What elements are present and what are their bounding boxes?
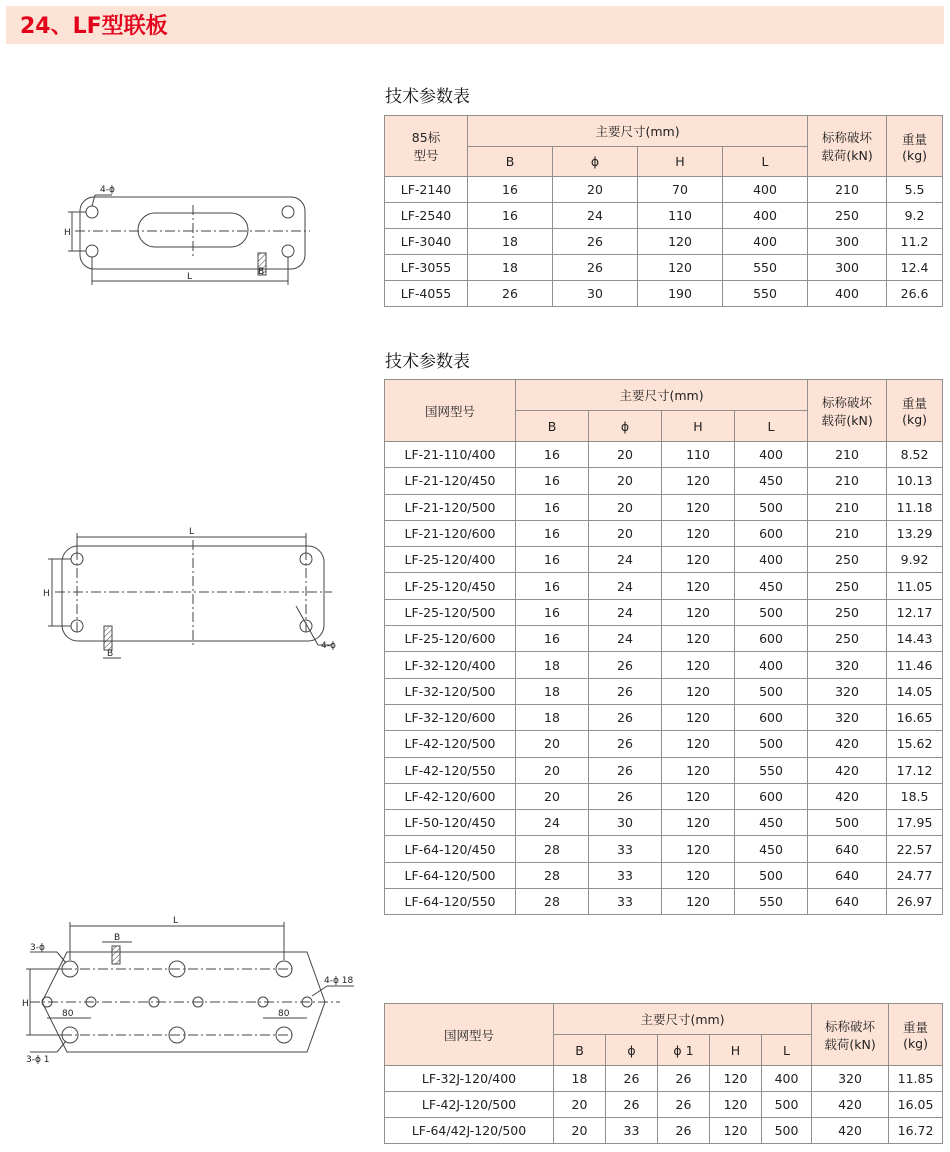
value-cell: 26 <box>658 1118 710 1144</box>
table-row <box>385 468 943 494</box>
value-cell: 20 <box>589 494 662 520</box>
table-row <box>385 836 943 862</box>
value-cell: 20 <box>589 520 662 546</box>
value-cell: 420 <box>808 783 887 809</box>
value-cell: 400 <box>762 1066 812 1092</box>
model-cell: LF-21-110/400 <box>385 442 516 468</box>
value-cell: 17.95 <box>887 810 943 836</box>
table-row <box>385 1066 943 1092</box>
model-cell: LF-25-120/500 <box>385 599 516 625</box>
l-label: L <box>189 527 195 537</box>
table-row <box>385 599 943 625</box>
value-cell: 33 <box>606 1118 658 1144</box>
model-cell: LF-25-120/400 <box>385 547 516 573</box>
table-row <box>385 862 943 888</box>
model-cell: LF-64/42J-120/500 <box>385 1118 554 1144</box>
dim-header-b: B <box>516 411 589 442</box>
weight-header: 重量 (kg) <box>887 116 943 177</box>
thickness-section <box>112 946 120 964</box>
value-cell: 110 <box>662 442 735 468</box>
value-cell: 20 <box>516 757 589 783</box>
value-cell: 120 <box>662 810 735 836</box>
dim-header-b: B <box>554 1035 606 1066</box>
value-cell: 13.29 <box>887 520 943 546</box>
dim-header-l: L <box>723 147 808 177</box>
model-cell: LF-21-120/500 <box>385 494 516 520</box>
value-cell: 16 <box>516 520 589 546</box>
value-cell: 30 <box>589 810 662 836</box>
dimensions-header: 主要尺寸(mm) <box>468 116 808 147</box>
value-cell: 16 <box>516 547 589 573</box>
value-cell: 400 <box>735 652 808 678</box>
model-cell: LF-42-120/600 <box>385 783 516 809</box>
value-cell: 18 <box>516 652 589 678</box>
model-cell: LF-32-120/400 <box>385 652 516 678</box>
value-cell: 600 <box>735 520 808 546</box>
table-row <box>385 731 943 757</box>
value-cell: 500 <box>762 1092 812 1118</box>
b-label: B <box>107 649 114 659</box>
value-cell: 28 <box>516 836 589 862</box>
model-cell: LF-2540 <box>385 203 468 229</box>
value-cell: 320 <box>812 1066 889 1092</box>
value-cell: 11.05 <box>887 573 943 599</box>
value-cell: 500 <box>735 599 808 625</box>
model-cell: LF-32-120/600 <box>385 704 516 730</box>
value-cell: 600 <box>735 704 808 730</box>
value-cell: 16 <box>468 177 553 203</box>
value-cell: 18 <box>468 255 553 281</box>
thickness-section <box>104 626 112 650</box>
value-cell: 26 <box>606 1092 658 1118</box>
b-label: B <box>258 267 265 277</box>
l-label: L <box>187 272 193 282</box>
table-row <box>385 177 943 203</box>
dim-header-phi1: ϕ 1 <box>658 1035 710 1066</box>
value-cell: 18 <box>516 704 589 730</box>
value-cell: 420 <box>808 731 887 757</box>
value-cell: 16.05 <box>889 1092 943 1118</box>
value-cell: 500 <box>735 678 808 704</box>
value-cell: 110 <box>638 203 723 229</box>
value-cell: 10.13 <box>887 468 943 494</box>
value-cell: 120 <box>638 255 723 281</box>
table2-title: 技术参数表 <box>385 352 470 372</box>
dim-header-h: H <box>710 1035 762 1066</box>
value-cell: 24 <box>553 203 638 229</box>
value-cell: 26 <box>589 652 662 678</box>
value-cell: 420 <box>812 1118 889 1144</box>
dim-header-b: B <box>468 147 553 177</box>
model-header: 国网型号 <box>385 380 516 442</box>
load-header: 标称破坏 载荷(kN) <box>808 116 887 177</box>
value-cell: 18 <box>554 1066 606 1092</box>
value-cell: 26 <box>553 255 638 281</box>
value-cell: 24 <box>589 573 662 599</box>
h-label: H <box>64 228 71 238</box>
value-cell: 24 <box>589 547 662 573</box>
model-cell: LF-42J-120/500 <box>385 1092 554 1118</box>
value-cell: 120 <box>662 836 735 862</box>
value-cell: 300 <box>808 255 887 281</box>
value-cell: 120 <box>710 1092 762 1118</box>
value-cell: 24 <box>516 810 589 836</box>
value-cell: 20 <box>554 1092 606 1118</box>
dim-header-h: H <box>638 147 723 177</box>
value-cell: 550 <box>723 255 808 281</box>
value-cell: 30 <box>553 281 638 307</box>
value-cell: 420 <box>808 757 887 783</box>
value-cell: 400 <box>735 547 808 573</box>
value-cell: 120 <box>662 704 735 730</box>
value-cell: 120 <box>662 783 735 809</box>
value-cell: 24 <box>589 626 662 652</box>
value-cell: 15.62 <box>887 731 943 757</box>
value-cell: 420 <box>812 1092 889 1118</box>
value-cell: 500 <box>808 810 887 836</box>
value-cell: 26.6 <box>887 281 943 307</box>
value-cell: 120 <box>662 520 735 546</box>
table-row <box>385 520 943 546</box>
value-cell: 400 <box>808 281 887 307</box>
value-cell: 250 <box>808 573 887 599</box>
value-cell: 18 <box>468 229 553 255</box>
load-header: 标称破坏 载荷(kN) <box>812 1004 889 1066</box>
value-cell: 26 <box>589 731 662 757</box>
model-cell: LF-4055 <box>385 281 468 307</box>
dimensions-header: 主要尺寸(mm) <box>516 380 808 411</box>
table-row <box>385 783 943 809</box>
value-cell: 9.92 <box>887 547 943 573</box>
value-cell: 24.77 <box>887 862 943 888</box>
table-row <box>385 889 943 915</box>
value-cell: 210 <box>808 468 887 494</box>
value-cell: 190 <box>638 281 723 307</box>
model-cell: LF-21-120/600 <box>385 520 516 546</box>
value-cell: 16.72 <box>889 1118 943 1144</box>
value-cell: 20 <box>589 442 662 468</box>
value-cell: 16 <box>516 494 589 520</box>
table-row <box>385 494 943 520</box>
phi-label: 3-ϕ <box>30 943 45 953</box>
model-cell: LF-32-120/500 <box>385 678 516 704</box>
value-cell: 16 <box>468 203 553 229</box>
table-row <box>385 810 943 836</box>
value-cell: 16 <box>516 599 589 625</box>
value-cell: 16 <box>516 573 589 599</box>
value-cell: 11.85 <box>889 1066 943 1092</box>
holes-label: 4-ϕ <box>100 185 115 195</box>
value-cell: 26 <box>468 281 553 307</box>
spec-table-85 <box>384 115 943 307</box>
model-cell: LF-32J-120/400 <box>385 1066 554 1092</box>
value-cell: 9.2 <box>887 203 943 229</box>
value-cell: 24 <box>589 599 662 625</box>
value-cell: 8.52 <box>887 442 943 468</box>
table-row <box>385 573 943 599</box>
value-cell: 120 <box>710 1066 762 1092</box>
holes-label: 4-ϕ 18 <box>324 976 354 986</box>
value-cell: 20 <box>553 177 638 203</box>
value-cell: 210 <box>808 494 887 520</box>
value-cell: 640 <box>808 889 887 915</box>
right-80-label: 80 <box>278 1009 290 1019</box>
weight-header: 重量 (kg) <box>887 380 943 442</box>
value-cell: 120 <box>662 652 735 678</box>
table-row <box>385 442 943 468</box>
bolt-hole <box>282 245 294 257</box>
value-cell: 500 <box>735 862 808 888</box>
model-cell: LF-50-120/450 <box>385 810 516 836</box>
value-cell: 500 <box>735 494 808 520</box>
table-row <box>385 255 943 281</box>
value-cell: 250 <box>808 626 887 652</box>
model-cell: LF-3040 <box>385 229 468 255</box>
phi1-label: 3-ϕ 1 <box>26 1055 50 1065</box>
value-cell: 18 <box>516 678 589 704</box>
value-cell: 320 <box>808 678 887 704</box>
value-cell: 120 <box>662 494 735 520</box>
value-cell: 28 <box>516 862 589 888</box>
value-cell: 600 <box>735 626 808 652</box>
value-cell: 250 <box>808 547 887 573</box>
value-cell: 20 <box>516 731 589 757</box>
value-cell: 250 <box>808 599 887 625</box>
bolt-hole <box>86 245 98 257</box>
value-cell: 120 <box>662 757 735 783</box>
value-cell: 20 <box>554 1118 606 1144</box>
value-cell: 16 <box>516 626 589 652</box>
value-cell: 550 <box>735 889 808 915</box>
value-cell: 450 <box>735 810 808 836</box>
bolt-hole <box>282 206 294 218</box>
value-cell: 33 <box>589 889 662 915</box>
value-cell: 70 <box>638 177 723 203</box>
dim-header-phi: ϕ <box>589 411 662 442</box>
drawing-lf-j <box>22 910 362 1070</box>
value-cell: 120 <box>662 731 735 757</box>
table-row <box>385 547 943 573</box>
value-cell: 120 <box>662 862 735 888</box>
value-cell: 26.97 <box>887 889 943 915</box>
table-row <box>385 1092 943 1118</box>
value-cell: 450 <box>735 573 808 599</box>
table-row <box>385 652 943 678</box>
drawing-lf-national <box>40 520 350 670</box>
table-row <box>385 203 943 229</box>
value-cell: 17.12 <box>887 757 943 783</box>
value-cell: 120 <box>662 468 735 494</box>
model-cell: LF-42-120/500 <box>385 731 516 757</box>
dim-header-phi: ϕ <box>553 147 638 177</box>
value-cell: 120 <box>710 1118 762 1144</box>
value-cell: 500 <box>762 1118 812 1144</box>
model-cell: LF-64-120/550 <box>385 889 516 915</box>
value-cell: 120 <box>662 599 735 625</box>
value-cell: 11.2 <box>887 229 943 255</box>
value-cell: 250 <box>808 203 887 229</box>
page-title: 24、LF型联板 <box>20 14 168 39</box>
b-label: B <box>114 933 121 943</box>
table-row <box>385 626 943 652</box>
value-cell: 550 <box>735 757 808 783</box>
model-cell: LF-25-120/600 <box>385 626 516 652</box>
model-cell: LF-3055 <box>385 255 468 281</box>
value-cell: 120 <box>662 547 735 573</box>
model-cell: LF-25-120/450 <box>385 573 516 599</box>
h-label: H <box>22 999 29 1009</box>
value-cell: 28 <box>516 889 589 915</box>
value-cell: 210 <box>808 520 887 546</box>
value-cell: 11.46 <box>887 652 943 678</box>
table-row <box>385 1118 943 1144</box>
table-row <box>385 229 943 255</box>
value-cell: 33 <box>589 862 662 888</box>
value-cell: 120 <box>662 678 735 704</box>
value-cell: 26 <box>589 757 662 783</box>
value-cell: 120 <box>662 626 735 652</box>
value-cell: 22.57 <box>887 836 943 862</box>
value-cell: 26 <box>606 1066 658 1092</box>
model-cell: LF-64-120/450 <box>385 836 516 862</box>
value-cell: 210 <box>808 177 887 203</box>
value-cell: 210 <box>808 442 887 468</box>
value-cell: 400 <box>735 442 808 468</box>
load-header: 标称破坏 载荷(kN) <box>808 380 887 442</box>
value-cell: 400 <box>723 229 808 255</box>
table-row <box>385 281 943 307</box>
spec-table-national <box>384 379 943 915</box>
value-cell: 12.4 <box>887 255 943 281</box>
table1-title: 技术参数表 <box>385 87 470 107</box>
value-cell: 26 <box>589 783 662 809</box>
l-label: L <box>173 916 179 926</box>
dim-header-h: H <box>662 411 735 442</box>
value-cell: 16 <box>516 442 589 468</box>
model-cell: LF-2140 <box>385 177 468 203</box>
bolt-hole <box>86 206 98 218</box>
value-cell: 640 <box>808 836 887 862</box>
value-cell: 33 <box>589 836 662 862</box>
value-cell: 16 <box>516 468 589 494</box>
value-cell: 300 <box>808 229 887 255</box>
value-cell: 120 <box>638 229 723 255</box>
value-cell: 26 <box>658 1066 710 1092</box>
value-cell: 5.5 <box>887 177 943 203</box>
value-cell: 12.17 <box>887 599 943 625</box>
value-cell: 640 <box>808 862 887 888</box>
value-cell: 26 <box>589 678 662 704</box>
dim-header-phi: ϕ <box>606 1035 658 1066</box>
value-cell: 320 <box>808 704 887 730</box>
model-header: 国网型号 <box>385 1004 554 1066</box>
value-cell: 320 <box>808 652 887 678</box>
table-row <box>385 757 943 783</box>
left-80-label: 80 <box>62 1009 74 1019</box>
value-cell: 14.43 <box>887 626 943 652</box>
value-cell: 18.5 <box>887 783 943 809</box>
value-cell: 120 <box>662 573 735 599</box>
value-cell: 26 <box>553 229 638 255</box>
weight-header: 重量 (kg) <box>889 1004 943 1066</box>
dimensions-header: 主要尺寸(mm) <box>554 1004 812 1035</box>
model-cell: LF-21-120/450 <box>385 468 516 494</box>
model-cell: LF-64-120/500 <box>385 862 516 888</box>
value-cell: 20 <box>589 468 662 494</box>
value-cell: 600 <box>735 783 808 809</box>
table-row <box>385 704 943 730</box>
value-cell: 20 <box>516 783 589 809</box>
model-header: 85标 型号 <box>385 116 468 177</box>
h-label: H <box>43 589 50 599</box>
spec-table-national-j <box>384 1003 943 1144</box>
table-row <box>385 678 943 704</box>
holes-label: 4-ϕ <box>321 641 336 651</box>
dim-header-l: L <box>762 1035 812 1066</box>
value-cell: 450 <box>735 836 808 862</box>
drawing-lf-85 <box>50 175 310 290</box>
value-cell: 11.18 <box>887 494 943 520</box>
value-cell: 120 <box>662 889 735 915</box>
dim-header-l: L <box>735 411 808 442</box>
value-cell: 500 <box>735 731 808 757</box>
value-cell: 16.65 <box>887 704 943 730</box>
value-cell: 400 <box>723 177 808 203</box>
value-cell: 26 <box>589 704 662 730</box>
model-cell: LF-42-120/550 <box>385 757 516 783</box>
value-cell: 26 <box>658 1092 710 1118</box>
value-cell: 14.05 <box>887 678 943 704</box>
value-cell: 550 <box>723 281 808 307</box>
value-cell: 400 <box>723 203 808 229</box>
value-cell: 450 <box>735 468 808 494</box>
